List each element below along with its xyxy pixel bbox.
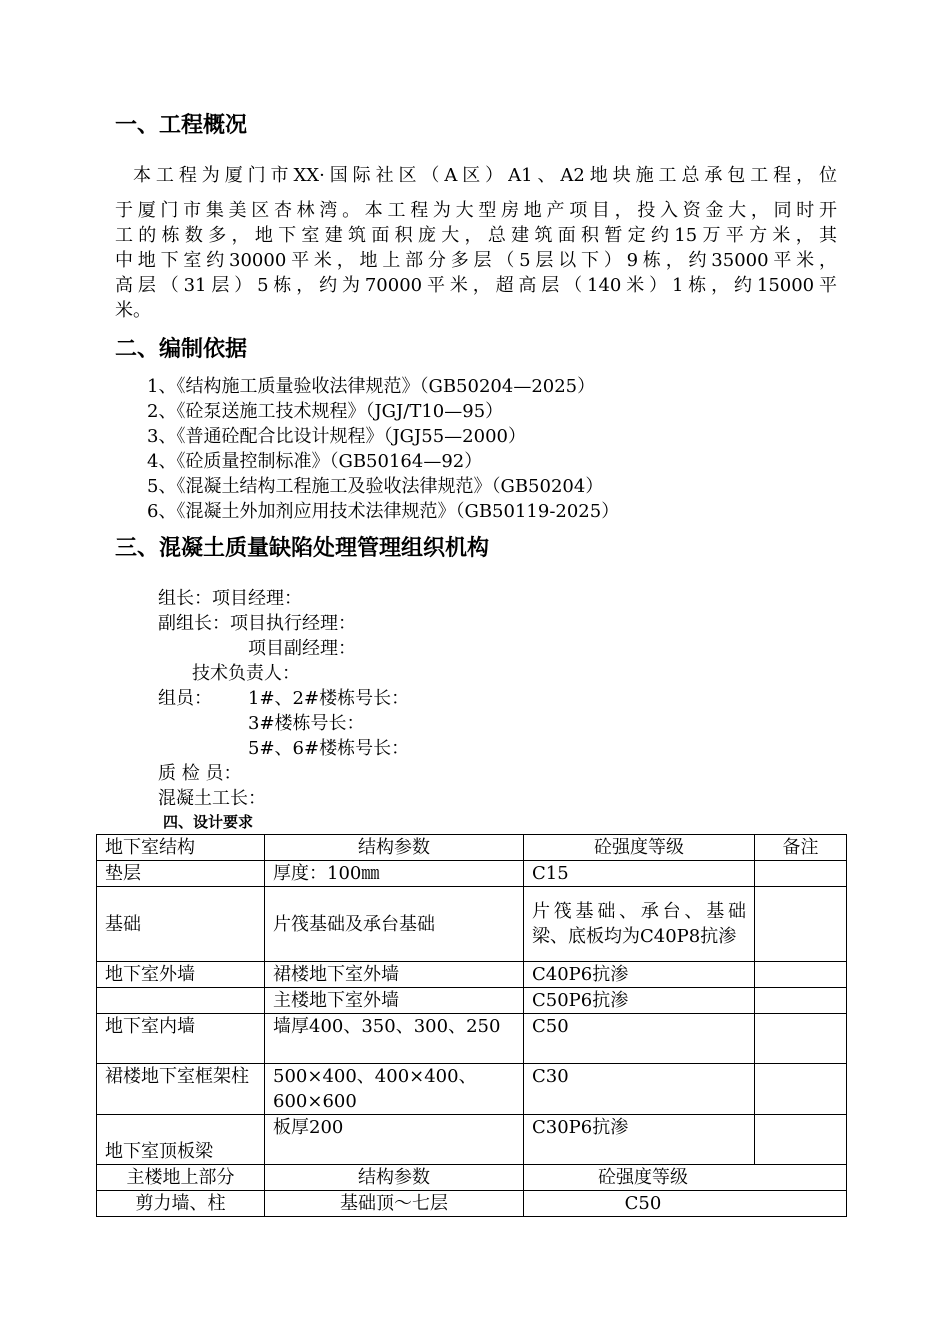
paragraph-line: 本工程为厦门市XX·国际社区（A区）A1、A2地块施工总承包工程，位	[133, 165, 837, 186]
table-header-cell: 砼强度等级	[524, 835, 755, 861]
table-cell	[97, 988, 265, 1014]
reference-item: 5、《混凝土结构工程施工及验收法律规范》（GB50204）	[147, 476, 604, 497]
table-cell: 地下室顶板梁	[97, 1115, 265, 1165]
reference-item: 3、《普通砼配合比设计规程》（JGJ55—2000）	[147, 426, 526, 447]
table-row	[97, 1191, 847, 1217]
table-cell	[755, 861, 847, 887]
table-cell: 500×400、400×400、600×600	[265, 1064, 524, 1115]
org-member: 5#、6#楼栋号长：	[248, 738, 410, 759]
org-inspector: 质 检 员：	[158, 763, 242, 784]
table-row	[97, 887, 847, 962]
section-4-title: 四、设计要求	[163, 813, 254, 831]
table-cell: 基础顶～七层	[265, 1191, 524, 1217]
org-deputy-leader: 副组长：项目执行经理：	[158, 613, 356, 634]
table-cell: 片筏基础及承台基础	[265, 887, 524, 962]
table-cell: 板厚200	[265, 1115, 524, 1165]
table-row	[97, 1115, 847, 1165]
section-3-title: 三、混凝土质量缺陷处理管理组织机构	[115, 536, 490, 561]
org-tech-lead: 技术负责人：	[192, 663, 300, 684]
section-1-title: 一、工程概况	[115, 113, 248, 138]
table-cell: C15	[524, 861, 755, 887]
table-row	[97, 1014, 847, 1064]
table-header-cell: 地下室结构	[97, 835, 265, 861]
table-cell: 基础	[97, 887, 265, 962]
table-cell: 垫层	[97, 861, 265, 887]
table-cell: C50P6抗渗	[524, 988, 755, 1014]
table-cell	[755, 988, 847, 1014]
paragraph-line: 中地下室约30000平米，地上部分多层（5层以下）9栋，约35000平米，	[115, 250, 837, 271]
org-concrete-foreman: 混凝土工长：	[158, 788, 266, 809]
table-header-cell: 备注	[755, 835, 847, 861]
table-cell: 主楼地下室外墙	[265, 988, 524, 1014]
table-cell	[755, 1115, 847, 1165]
table-header-cell: 主楼地上部分	[97, 1165, 265, 1191]
table-cell: 厚度：100㎜	[265, 861, 524, 887]
table-cell: C50	[524, 1014, 755, 1064]
table-cell: 地下室内墙	[97, 1014, 265, 1064]
table-cell: 墙厚400、350、300、250	[265, 1014, 524, 1064]
org-deputy-pm: 项目副经理：	[248, 638, 356, 659]
design-requirements-table	[96, 834, 847, 1217]
org-leader: 组长：项目经理：	[158, 588, 302, 609]
table-subheader-row	[97, 1165, 847, 1191]
table-header-cell: 结构参数	[265, 835, 524, 861]
paragraph-line: 于厦门市集美区杏林湾。本工程为大型房地产项目，投入资金大，同时开	[115, 200, 837, 221]
org-members-label: 组员：	[158, 688, 212, 709]
table-cell: 剪力墙、柱	[97, 1191, 265, 1217]
reference-item: 6、《混凝土外加剂应用技术法律规范》（GB50119-2025）	[147, 501, 620, 522]
reference-list	[147, 374, 619, 524]
table-cell: 地下室外墙	[97, 962, 265, 988]
org-member: 3#楼栋号长：	[248, 713, 365, 734]
table-cell: 裙楼地下室框架柱	[97, 1064, 265, 1115]
table-cell: C50	[524, 1191, 847, 1217]
table-cell: C30	[524, 1064, 755, 1115]
table-header-cell: 砼强度等级	[524, 1165, 847, 1191]
table-cell	[755, 962, 847, 988]
table-cell: 片筏基础、承台、基础梁、底板均为C40P8抗渗	[524, 887, 755, 962]
section-2-title: 二、编制依据	[115, 337, 248, 362]
reference-item: 4、《砼质量控制标准》（GB50164—92）	[147, 451, 483, 472]
org-member: 1#、2#楼栋号长：	[248, 688, 410, 709]
table-cell	[755, 1014, 847, 1064]
table-row	[97, 962, 847, 988]
table-row	[97, 861, 847, 887]
table-row	[97, 988, 847, 1014]
table-cell	[755, 1064, 847, 1115]
table-cell: C30P6抗渗	[524, 1115, 755, 1165]
table-header-row	[97, 835, 847, 861]
table-cell	[755, 887, 847, 962]
table-cell: C40P6抗渗	[524, 962, 755, 988]
table-row	[97, 1064, 847, 1115]
section-1-paragraph	[115, 163, 837, 323]
paragraph-line: 工的栋数多，地下室建筑面积庞大，总建筑面积暂定约15万平方米，其	[115, 225, 837, 246]
paragraph-line: 高层（31层）5栋，约为70000平米，超高层（140米）1栋，约15000平	[115, 275, 837, 296]
paragraph-line: 米。	[115, 300, 151, 321]
reference-item: 1、《结构施工质量验收法律规范》（GB50204—2025）	[147, 376, 596, 397]
table-header-cell: 结构参数	[265, 1165, 524, 1191]
reference-item: 2、《砼泵送施工技术规程》（JGJ/T10—95）	[147, 401, 504, 422]
table-cell: 裙楼地下室外墙	[265, 962, 524, 988]
